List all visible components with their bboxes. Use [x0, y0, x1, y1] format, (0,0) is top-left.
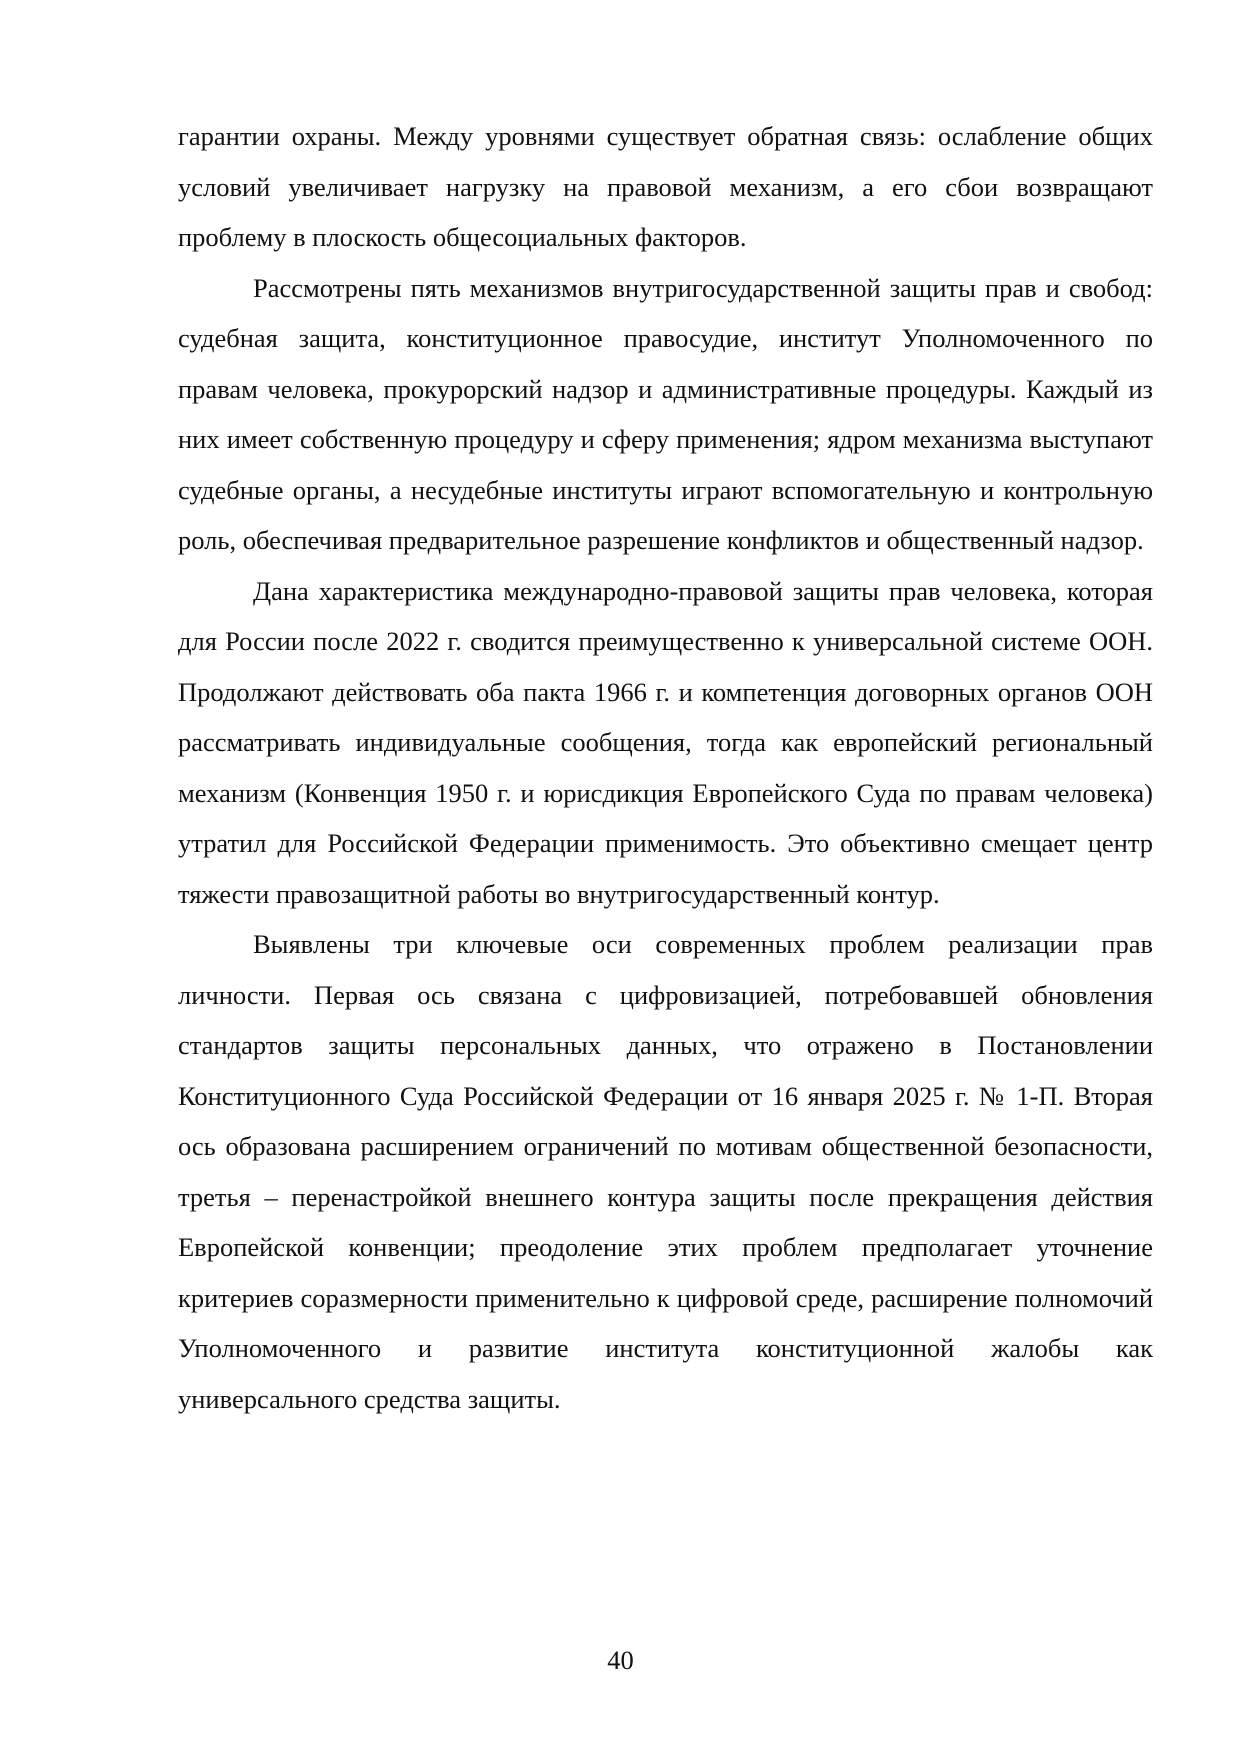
paragraph-key-problems: Выявлены три ключевые оси современных проблем реализации прав личности. Первая ось связана с цифровизацией, потребовавшей обновления стандартов защиты персональных данных, что отражено в Постановлении Конституционного Суда Российской Федерации от 16 января 2025 г. № 1-П. Вторая ось образована расширением ограничений по мотивам общественной безопасности, третья – перенастройкой внешнего контура защиты после прекращения действия Европейской конвенции; преодоление этих проблем предполагает уточнение критериев соразмерности применительно к цифровой среде, расширение полномочий Уполномоченного и развитие института конституционной жалобы как универсального средства защиты.	[178, 929, 1153, 1414]
paragraph-international-protection: Дана характеристика международно-правовой защиты прав человека, которая для России после 2022 г. сводится преимущественно к универсальной системе ООН. Продолжают действовать оба пакта 1966 г. и компетенция договорных органов ООН рассматривать индивидуальные сообщения, тогда как европейский региональный механизм (Конвенция 1950 г. и юрисдикция Европейского Суда по правам человека) утратил для Российской Федерации применимость. Это объективно смещает центр тяжести правозащитной работы во внутригосударственный контур.	[178, 575, 1153, 909]
paragraph-continuation: гарантии охраны. Между уровнями существует обратная связь: ослабление общих условий увеличивает нагрузку на правовой механизм, а его сбои возвращают проблему в плоскость общесоциальных факторов.	[178, 121, 1153, 252]
paragraph-mechanisms: Рассмотрены пять механизмов внутригосударственной защиты прав и свобод: судебная защита, конституционное правосудие, институт Уполномоченного по правам человека, прокурорский надзор и административные процедуры. Каждый из них имеет собственную процедуру и сферу применения; ядром механизма выступают судебные органы, а несудебные институты играют вспомогательную и контрольную роль, обеспечивая предварительное разрешение конфликтов и общественный надзор.	[178, 272, 1153, 555]
page-number: 40	[607, 1645, 634, 1675]
body-text	[178, 111, 1153, 1424]
